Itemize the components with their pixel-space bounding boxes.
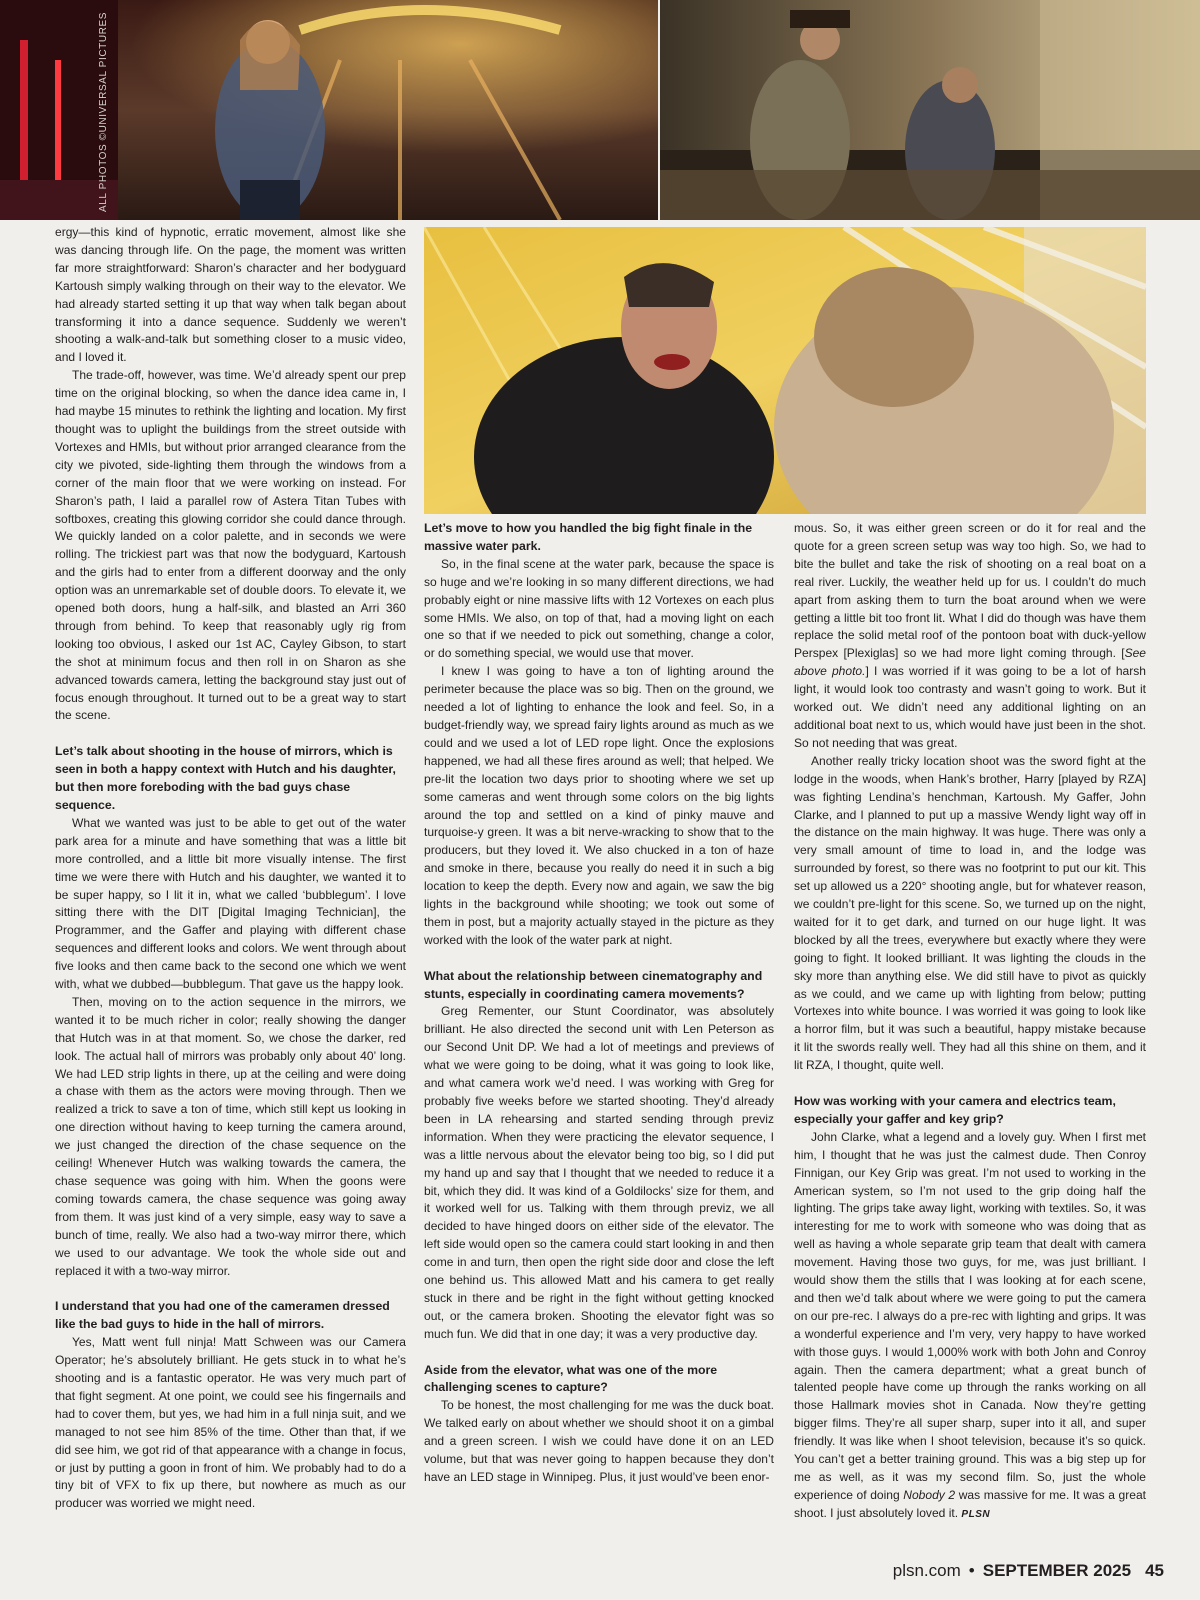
paragraph: To be honest, the most challenging for me was the duck boat. We talked early on about whether we should shoot it on a gimbal and a green screen. I wish we could have done it on an LED volume, but that was never going to happen because they don’t have an LED stage in Winnipeg. Plus, it just would’ve been enor-: [424, 1398, 774, 1484]
paragraph: Greg Rementer, our Stunt Coordinator, was absolutely brilliant. He also directed the second unit with Len Peterson as our Second Unit DP. We had a lot of meetings and previews of what we were going to be doing, what it was going to look like, and what camera work we’d need. I was working with Greg for probably five weeks before we started shooting. They’d already been in LA rehearsing and started sending through previz information. When they were practicing the elevator sequence, I was a little nervous about the elevator being too big, so I did put my hand up and say that I thought that we needed to reduce it a bit, which they did. It was kind of a Goldilocks’ size for them, and it worked well for us. Talking with them through previz, we all decided to have hinged doors on either side of the elevator. The left side would open so the camera could start looking in and then come in and turn, then open the right side door and close the left one behind us. This allowed Matt and his camera to get really stuck in there and be right in the fight without getting knocked out, or the camera broken. Shooting the elevator fight was so much fun. We did that in one day; it was a very productive day.: [424, 1004, 774, 1341]
photo-credit: ALL PHOTOS ©UNIVERSAL PICTURES: [98, 11, 109, 212]
article-column-1: [55, 224, 406, 1513]
interview-question: I understand that you had one of the cameramen dressed like the bad guys to hide in the hall of mirrors.: [55, 1299, 390, 1332]
paragraph: What we wanted was just to be able to get out of the water park area for a minute and have something that was a little bit more controlled, and a little bit more visually intense. The first time we were there with Hutch and his daughter, we wanted it to be super happy, so I lit it in, what we called ‘bubblegum’. I love sitting there with the DIT [Digital Imaging Technician], the Programmer, and the Gaffer and playing with different chase sequences and different looks and colors. We went through about five looks and then came back to the second one which we went with, what we dubbed—bubblegum. That gave us the happy look.: [55, 815, 406, 992]
paragraph: [794, 1129, 1146, 1524]
paragraph: [794, 520, 1146, 753]
site-url[interactable]: plsn.com: [892, 1561, 961, 1580]
paragraph: So, in the final scene at the water park, because the space is so huge and we’re looking in so many different directions, we had probably eight or nine massive lifts with 12 Vortexes on each plus some HMIs. We also, on top of that, had a moving light on each one so that if we needed to pick out something, change a color, or do something special, we would use that mover.: [424, 556, 774, 661]
interview-question: How was working with your camera and electrics team, especially your gaffer and key grip?: [794, 1093, 1116, 1126]
issue-date: SEPTEMBER 2025: [982, 1561, 1132, 1580]
paragraph-text: John Clarke, what a legend and a lovely guy. When I first met him, I thought that he was just the calmest dude. Then Conroy Finnigan, our Key Grip was great. I’m not used to working in the American system, so I’m not used to the grip doing half the lighting. The grips take away light, working with textiles. So, it was interesting for me to work with someone who was doing that as well as having a whole separate grip team that dealt with camera movement. Having those two guys, for me, was just brilliant. I would show them the stills that I was looking at for each scene, and then we’d talk about where we were going to put the camera on our pre-rec. I always do a pre-rec with lighting and grips. It was a wonderful experience and I’m very, very happy to have worked with those guys. I would 1,000% work with both John and Conroy again. Then the camera department; what a great bunch of talented people have come up through the ranks working on all those Hallmark movies shot in Canada. Now they’re getting bigger films. They’re all super sharp, super into it all, and super friendly. It was like when I shoot television, because it’s so quick. You can’t get a better training ground. This was a big step up for me as well, as it was my second film. So, just the whole experience of doing: [794, 1129, 1146, 1502]
paragraph: I knew I was going to have a ton of lighting around the perimeter because the place was so big. Then on the ground, we needed a lot of lighting to enhance the look and feel. So, in a budget-friendly way, we spread fairy lights around as much as we could and we used a lot of LED rope light. Once the explosions happened, we had all these fires around as well; that helped. We pre-lit the location two days prior to shooting where we set up some cameras and went through some colors on the big lights around the top and settled on a kind of pinky mauve and turquoise-y green. It was a bit nerve-wracking to show that to the producers, but they loved it. We also chucked in a ton of haze and smoke in there, because you really do need it in such a big location to keep the depth. Every now and again, we saw the big lights in the background while shooting; we took out some of them in post, but a majority actually stayed in the picture as they worked with the look of the water park at night.: [424, 664, 774, 947]
photo-sheriff-scene: [660, 0, 1200, 220]
film-title: Nobody 2: [903, 1487, 956, 1502]
separator: •: [968, 1561, 975, 1580]
paragraph-text: was massive for me. It was a great shoot. I just absolutely loved it.: [794, 1487, 1146, 1520]
interview-question: What about the relationship between cinematography and stunts, especially in coordinating camera movements?: [424, 968, 763, 1001]
paragraph-text: mous. So, it was either green screen or do it for real and the quote for a green screen setup was way too high. So, we had to bite the bullet and take the risk of shooting on a real boat on a real river. Luckily, the weather held up for us. I couldn’t do much apart from asking them to turn the boat around when we were getting a little bit too front lit. What I did do though was have them replace the solid metal roof of the pontoon boat with duck-yellow Perspex [Plexiglas] so we had more light coming through. [: [794, 521, 1146, 661]
page-number: 45: [1145, 1561, 1164, 1580]
interview-question: Let’s move to how you handled the big fight finale in the massive water park.: [424, 521, 753, 553]
interview-question: Aside from the elevator, what was one of the more challenging scenes to capture?: [424, 1362, 718, 1395]
paragraph: Another really tricky location shoot was the sword fight at the lodge in the woods, when Hank’s brother, Harry [played by RZA] was fighting Lendina’s henchman, Kartoush. My Gaffer, John Clarke, and I planned to put up a massive Wendy light way off in the distance on the main highway. It was huge. There was only a very small amount of time to load in, and the lodge was surrounded by forest, so there was no footprint to put our kit. This set up allowed us a 220° shooting angle, but for whatever reason, we couldn’t pre-light for this scene. So, we turned up on the night, waited for it to get dark, and turned on our huge light. It was blocked by all the trees, everywhere but exactly where they were going to fight. It looked brilliant. It was lighting the clouds in the sky more than anything else. We did still have to pivot as quickly as we could, and we came up with lighting from below; putting Vortexes into white bounce. I was worried it was going to look like a horror film, but it was such a beautiful, happy mistake because it lit the swords really well. They had all this shine on them, and it lit RZA, I thought, quite well.: [794, 753, 1146, 1073]
photo-boat-fight: [424, 227, 1146, 514]
page-footer: [893, 1561, 1164, 1581]
paragraph: The trade-off, however, was time. We’d already spent our prep time on the original blocking, so when the dance idea came in, I had maybe 15 minutes to rethink the lighting and location. My first thought was to uplight the buildings from the street outside with Vortexes and HMIs, but without prior arranged clearance from the city we pivoted, side-lighting them through the windows from a corner of the main floor that we were working on instead. For Sharon’s path, I laid a parallel row of Astera Titan Tubes with softboxes, creating this glowing corridor she could dance through. We quickly landed on a color palette, and in seconds we were rolling. The trickiest part was that now the bodyguard, Kartoush and the girls had to enter from a different doorway and the only option was an unremarkable set of double doors. To elevate it, we opened both doors, hung a half-silk, and blasted an Arri 360 through from behind. To keep that reasonably ugly rig from looking too obvious, I asked our 1st AC, Cayley Gibson, to start the shot at minimum focus and then roll in on Sharon as she advanced towards camera, letting the background stay just out of focus enough throughout. It turned out to be a great way to start the scene.: [55, 368, 406, 723]
article-column-3: [794, 520, 1146, 1524]
article-column-2: [424, 520, 774, 1487]
end-mark-logo: PLSN: [961, 1508, 991, 1520]
paragraph: Then, moving on to the action sequence in the mirrors, we wanted it to be much richer in color; really showing the danger that Hutch was in at that moment. So, we chose the darker, red look. The actual hall of mirrors was probably only about 40’ long. We had LED strip lights in there, up at the ceiling and were doing a chase with them as the actors were moving through. Then we realized a trick to save a ton of time, which still kept us looking in one direction without having to keep turning the camera around, we just changed the direction of the chase sequence on the ceiling! Whenever Hutch was walking towards the camera, the chase sequence was going with him. When the goons were coming towards camera, the chase sequence was going away from them. It was just kind of a very simple, easy way to save a bunch of time, really. We also had a two-way mirror there, which we used to our advantage. We took the whole side out and replaced it with a two-way mirror.: [55, 994, 406, 1278]
paragraph: ergy—this kind of hypnotic, erratic movement, almost like she was dancing through life. On the page, the moment was written far more straightforward: Sharon’s character and her bodyguard Kartoush simply walking through on their way to the elevator. We had already started setting it up that way when talk began about transforming it into a dance sequence. Suddenly we weren’t shooting a walk-and-talk but something closer to a music video, and I loved it.: [55, 225, 406, 365]
paragraph: Yes, Matt went full ninja! Matt Schween was our Camera Operator; he’s absolutely brilliant. He gets stuck in to what he’s shooting and is a fantastic operator. He was very much part of that fight segment. At one point, we could see his fingernails and had to cover them, but yes, we had him in a full ninja suit, and we managed to not see him 85% of the time. Other than that, if we did see him, we got rid of that appearance with a change in focus, or just by putting a goon in front of him. We probably had to do a tiny bit of VFX to fix up there, but nowhere as much as our producer was worried we might need.: [55, 1335, 406, 1511]
interview-question: Let’s talk about shooting in the house of mirrors, which is seen in both a happy context with Hutch and his daughter, but then more foreboding with the bad guys chase sequence.: [55, 744, 396, 812]
paragraph-text: ] I was worried if it was going to be a lot of harsh light, it would look too contrasty and wasn’t going to work. But it worked out. We didn’t need any additional lighting on an additional boat next to us, which would have just been in the shot. So not needing that was great.: [794, 664, 1146, 750]
photo-reference: See above photo.: [794, 646, 1146, 679]
